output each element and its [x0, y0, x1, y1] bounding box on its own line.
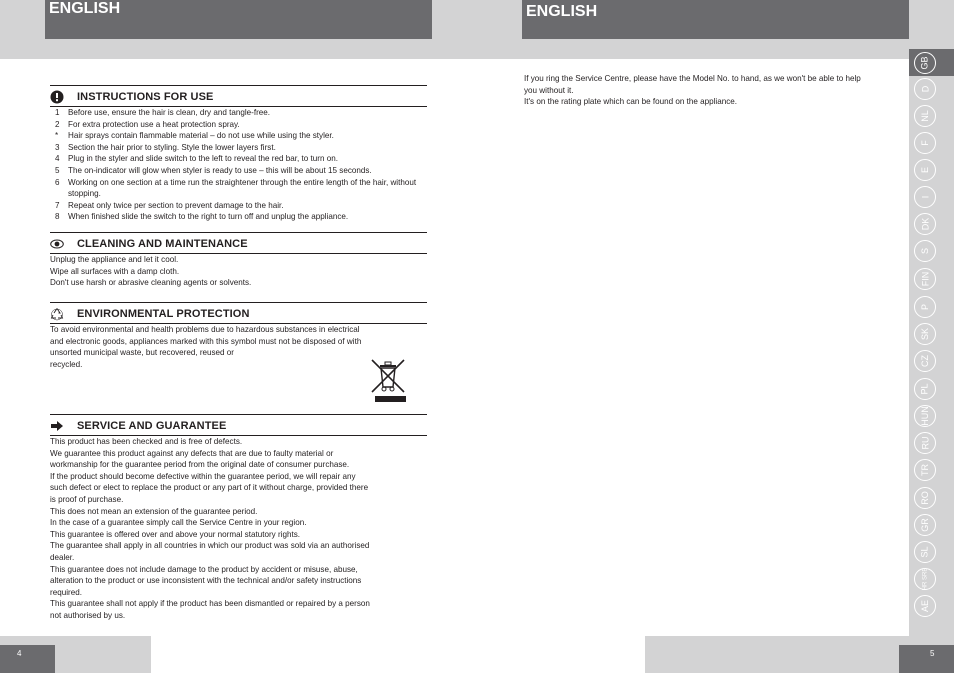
tab-tr[interactable]: TR	[914, 459, 936, 481]
service-line: such defect or elect to replace the product or any part of it without charge, provided there	[50, 483, 369, 493]
service-title: SERVICE AND GUARANTEE	[77, 420, 227, 432]
list-item: 8 When finished slide the switch to the right to turn off and unplug the appliance.	[55, 212, 349, 222]
exclamation-icon	[50, 90, 64, 104]
list-item: 1 Before use, ensure the hair is clean, dry and tangle-free.	[55, 108, 271, 117]
environment-title: ENVIRONMENTAL PROTECTION	[77, 308, 250, 320]
right-header-title: ENGLISH	[526, 3, 598, 20]
tab-p[interactable]: P	[914, 296, 936, 318]
tab-gb[interactable]: GB	[914, 52, 936, 74]
left-header-title: ENGLISH	[49, 0, 121, 17]
instructions-title: INSTRUCTIONS FOR USE	[77, 91, 214, 103]
service-line: In the case of a guarantee simply call the Service Centre in your region.	[50, 518, 307, 528]
tab-i[interactable]: I	[914, 186, 936, 208]
tab-dk[interactable]: DK	[914, 213, 936, 235]
environment-line: and electronic goods, appliances marked with this symbol must not be disposed of with	[50, 336, 362, 346]
service-line: This guarantee does not include damage to the product by accident or misuse, abuse,	[50, 564, 358, 574]
service-line: We guarantee this product against any defects that are due to faulty material or	[50, 448, 334, 458]
service-line: dealer.	[50, 552, 75, 562]
tab-hun[interactable]: HUN	[914, 405, 936, 427]
instructions-section	[50, 85, 427, 223]
environment-line: unsorted municipal waste, but recovered, reused or	[50, 348, 235, 358]
page-number-left: 4	[0, 645, 55, 673]
center-gutter	[432, 0, 522, 59]
eye-icon	[50, 237, 64, 251]
tab-ro[interactable]: RO	[914, 487, 936, 509]
right-line: If you ring the Service Centre, please have the Model No. to hand, as we won't be able to help	[524, 74, 861, 83]
tab-ae[interactable]: AE	[914, 595, 936, 617]
instructions-heading	[50, 85, 427, 107]
right-line: It's on the rating plate which can be found on the appliance.	[524, 97, 738, 107]
tab-sk[interactable]: SK	[914, 323, 936, 345]
service-line: If the product should become defective within the guarantee period, we will repair any	[50, 471, 356, 481]
arrow-right-icon	[50, 419, 64, 433]
cleaning-section	[50, 232, 427, 289]
service-line: This guarantee is offered over and above your normal statutory rights.	[50, 529, 300, 539]
tab-f[interactable]: F	[914, 132, 936, 154]
tab-d[interactable]: D	[914, 78, 936, 100]
service-line: required.	[50, 587, 82, 597]
list-item: 7 Repeat only twice per section to prevent damage to the hair.	[55, 200, 284, 210]
tab-gr[interactable]: GR	[914, 514, 936, 536]
tab-cz[interactable]: CZ	[914, 350, 936, 372]
list-item: 3 Section the hair prior to styling. Style the lower layers first.	[55, 142, 276, 152]
right-header	[522, 0, 909, 39]
right-line: you without it.	[524, 85, 574, 95]
list-item: 6 Working on one section at a time run the straightener through the entire length of the hair, without stopping.	[55, 177, 417, 199]
cleaning-line: Unplug the appliance and let it cool.	[50, 255, 179, 264]
service-section	[50, 414, 427, 622]
service-line: The guarantee shall apply in all countries in which our product was sold via an authorised	[50, 541, 370, 551]
service-line: This guarantee shall not apply if the product has been dismantled or repaired by a person	[50, 599, 370, 609]
environment-line: To avoid environmental and health problems due to hazardous substances in electrical	[50, 325, 360, 334]
service-line: alteration to the product or use inconsistent with the technical and/or safety instructions	[50, 576, 362, 586]
crossed-bin-icon	[370, 358, 406, 404]
tab-hr-srb[interactable]: HR SRB	[914, 568, 936, 590]
tab-nl[interactable]: NL	[914, 105, 936, 127]
service-line: is proof of purchase.	[50, 494, 124, 504]
list-item: * Hair sprays contain flammable material – do not use while using the styler.	[55, 131, 334, 141]
service-heading	[50, 414, 427, 436]
right-page-text	[524, 73, 908, 108]
service-line: workmanship for the guarantee period from the original date of consumer purchase.	[50, 460, 350, 470]
environment-line: recycled.	[50, 359, 83, 369]
tab-fin[interactable]: FIN	[914, 268, 936, 290]
service-line: This product has been checked and is free of defects.	[50, 437, 243, 446]
tab-e[interactable]: E	[914, 159, 936, 181]
cleaning-heading	[50, 232, 427, 254]
service-line: This does not mean an extension of the guarantee period.	[50, 506, 258, 516]
cleaning-line: Don't use harsh or abrasive cleaning agents or solvents.	[50, 278, 252, 288]
cleaning-title: CLEANING AND MAINTENANCE	[77, 238, 248, 250]
tab-pl[interactable]: PL	[914, 378, 936, 400]
tab-sl[interactable]: SL	[914, 541, 936, 563]
list-item: 4 Plug in the styler and slide switch to the left to reveal the red bar, to turn on.	[55, 154, 338, 164]
instructions-steps	[50, 107, 427, 223]
service-line: not authorised by us.	[50, 610, 126, 620]
left-header	[45, 0, 432, 39]
cleaning-line: Wipe all surfaces with a damp cloth.	[50, 266, 180, 276]
tab-s[interactable]: S	[914, 240, 936, 262]
recycle-icon	[50, 307, 64, 321]
list-item: 5 The on-indicator will glow when styler is ready to use – this will be about 15 seconds.	[55, 165, 372, 175]
environment-heading	[50, 302, 427, 324]
page-number-right: 5	[899, 645, 954, 673]
list-item: 2 For extra protection use a heat protection spray.	[55, 119, 240, 129]
tab-ru[interactable]: RU	[914, 432, 936, 454]
